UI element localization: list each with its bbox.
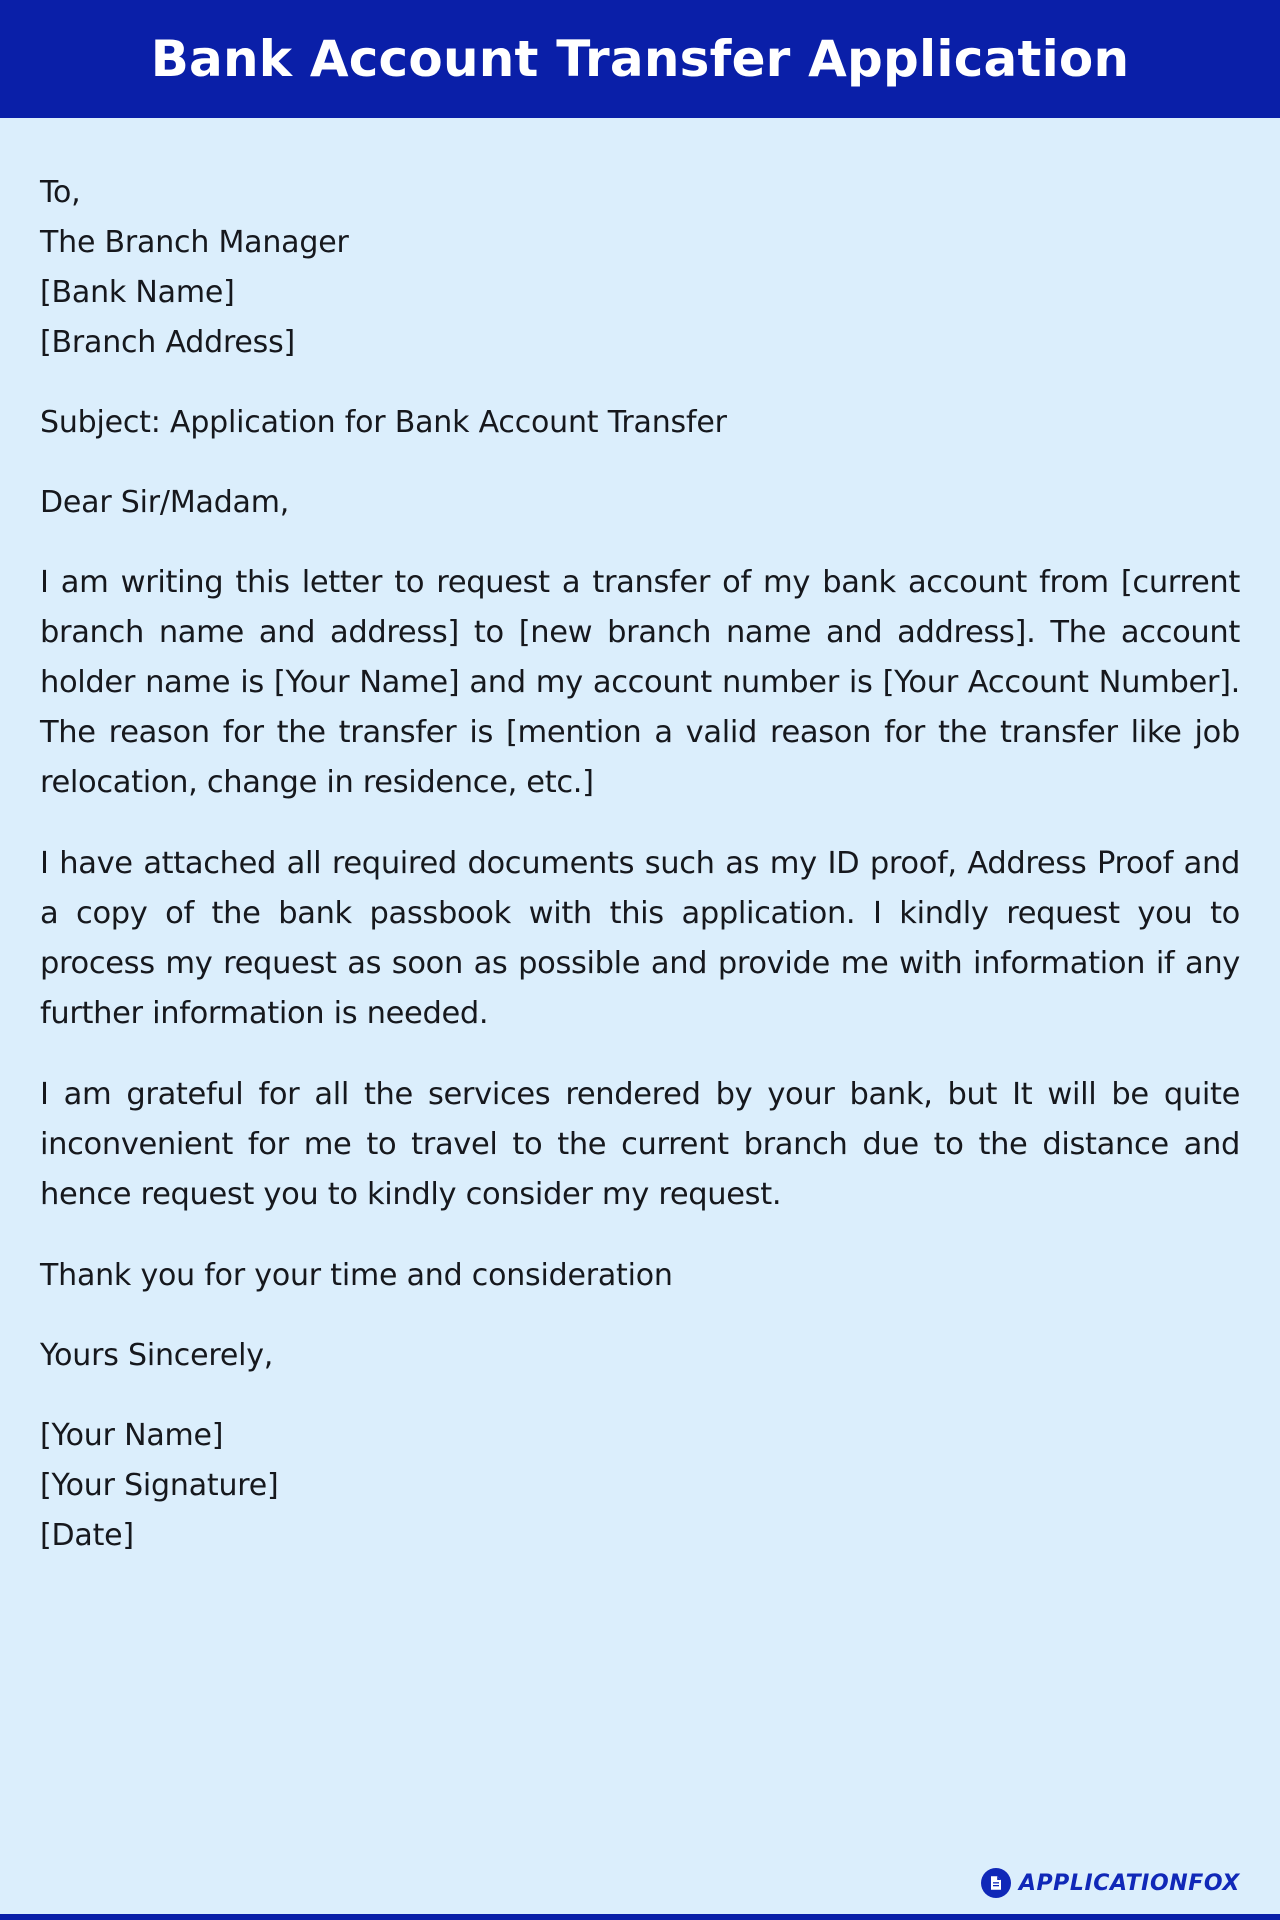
- subject-line: Subject: Application for Bank Account Transfer: [40, 405, 727, 440]
- closing-line: Yours Sincerely,: [40, 1338, 274, 1373]
- recipient-line-manager: The Branch Manager: [40, 225, 349, 260]
- document-header: [0, 0, 1280, 118]
- brand-name: [1019, 1871, 1240, 1896]
- brand-name-part2: FOX: [1188, 1870, 1240, 1896]
- recipient-line-to: To,: [40, 175, 81, 210]
- document-icon: [981, 1868, 1011, 1898]
- footer-strip: [0, 1914, 1280, 1920]
- thanks-block: [40, 1251, 1240, 1301]
- body-paragraph-1: I am writing this letter to request a transfer of my bank account from [current branch name and address] to [new branch name and address]. The account holder name is [Your Name] and my account number is [Your Account Number]. The reason for the transfer is [mention a valid reason for the transfer like job relocation, change in residence, etc.]: [40, 565, 1240, 800]
- brand-name-part1: APPLICATION: [1018, 1870, 1189, 1896]
- signature-block: [40, 1411, 1240, 1561]
- thanks-line: Thank you for your time and consideration: [40, 1258, 673, 1293]
- brand-logo: [981, 1868, 1240, 1898]
- signature-name: [Your Name]: [40, 1418, 224, 1453]
- closing-block: [40, 1331, 1240, 1381]
- subject-block: [40, 398, 1240, 448]
- salutation-block: [40, 478, 1240, 528]
- recipient-line-bank-name: [Bank Name]: [40, 275, 235, 310]
- salutation-line: Dear Sir/Madam,: [40, 485, 290, 520]
- recipient-block: [40, 168, 1240, 368]
- recipient-line-branch-address: [Branch Address]: [40, 325, 296, 360]
- signature-sign: [Your Signature]: [40, 1468, 279, 1503]
- body-paragraph-2: I have attached all required documents such as my ID proof, Address Proof and a copy of the bank passbook with this application. I kindly request you to process my request as soon as possible and provide me with information if any further information is needed.: [40, 846, 1240, 1031]
- letter-body: [0, 118, 1280, 1920]
- signature-date: [Date]: [40, 1518, 134, 1553]
- body-paragraph-3: I am grateful for all the services rendered by your bank, but It will be quite inconvenient for me to travel to the current branch due to the distance and hence request you to kindly consider my request.: [40, 1077, 1240, 1212]
- page-title: Bank Account Transfer Application: [150, 29, 1130, 88]
